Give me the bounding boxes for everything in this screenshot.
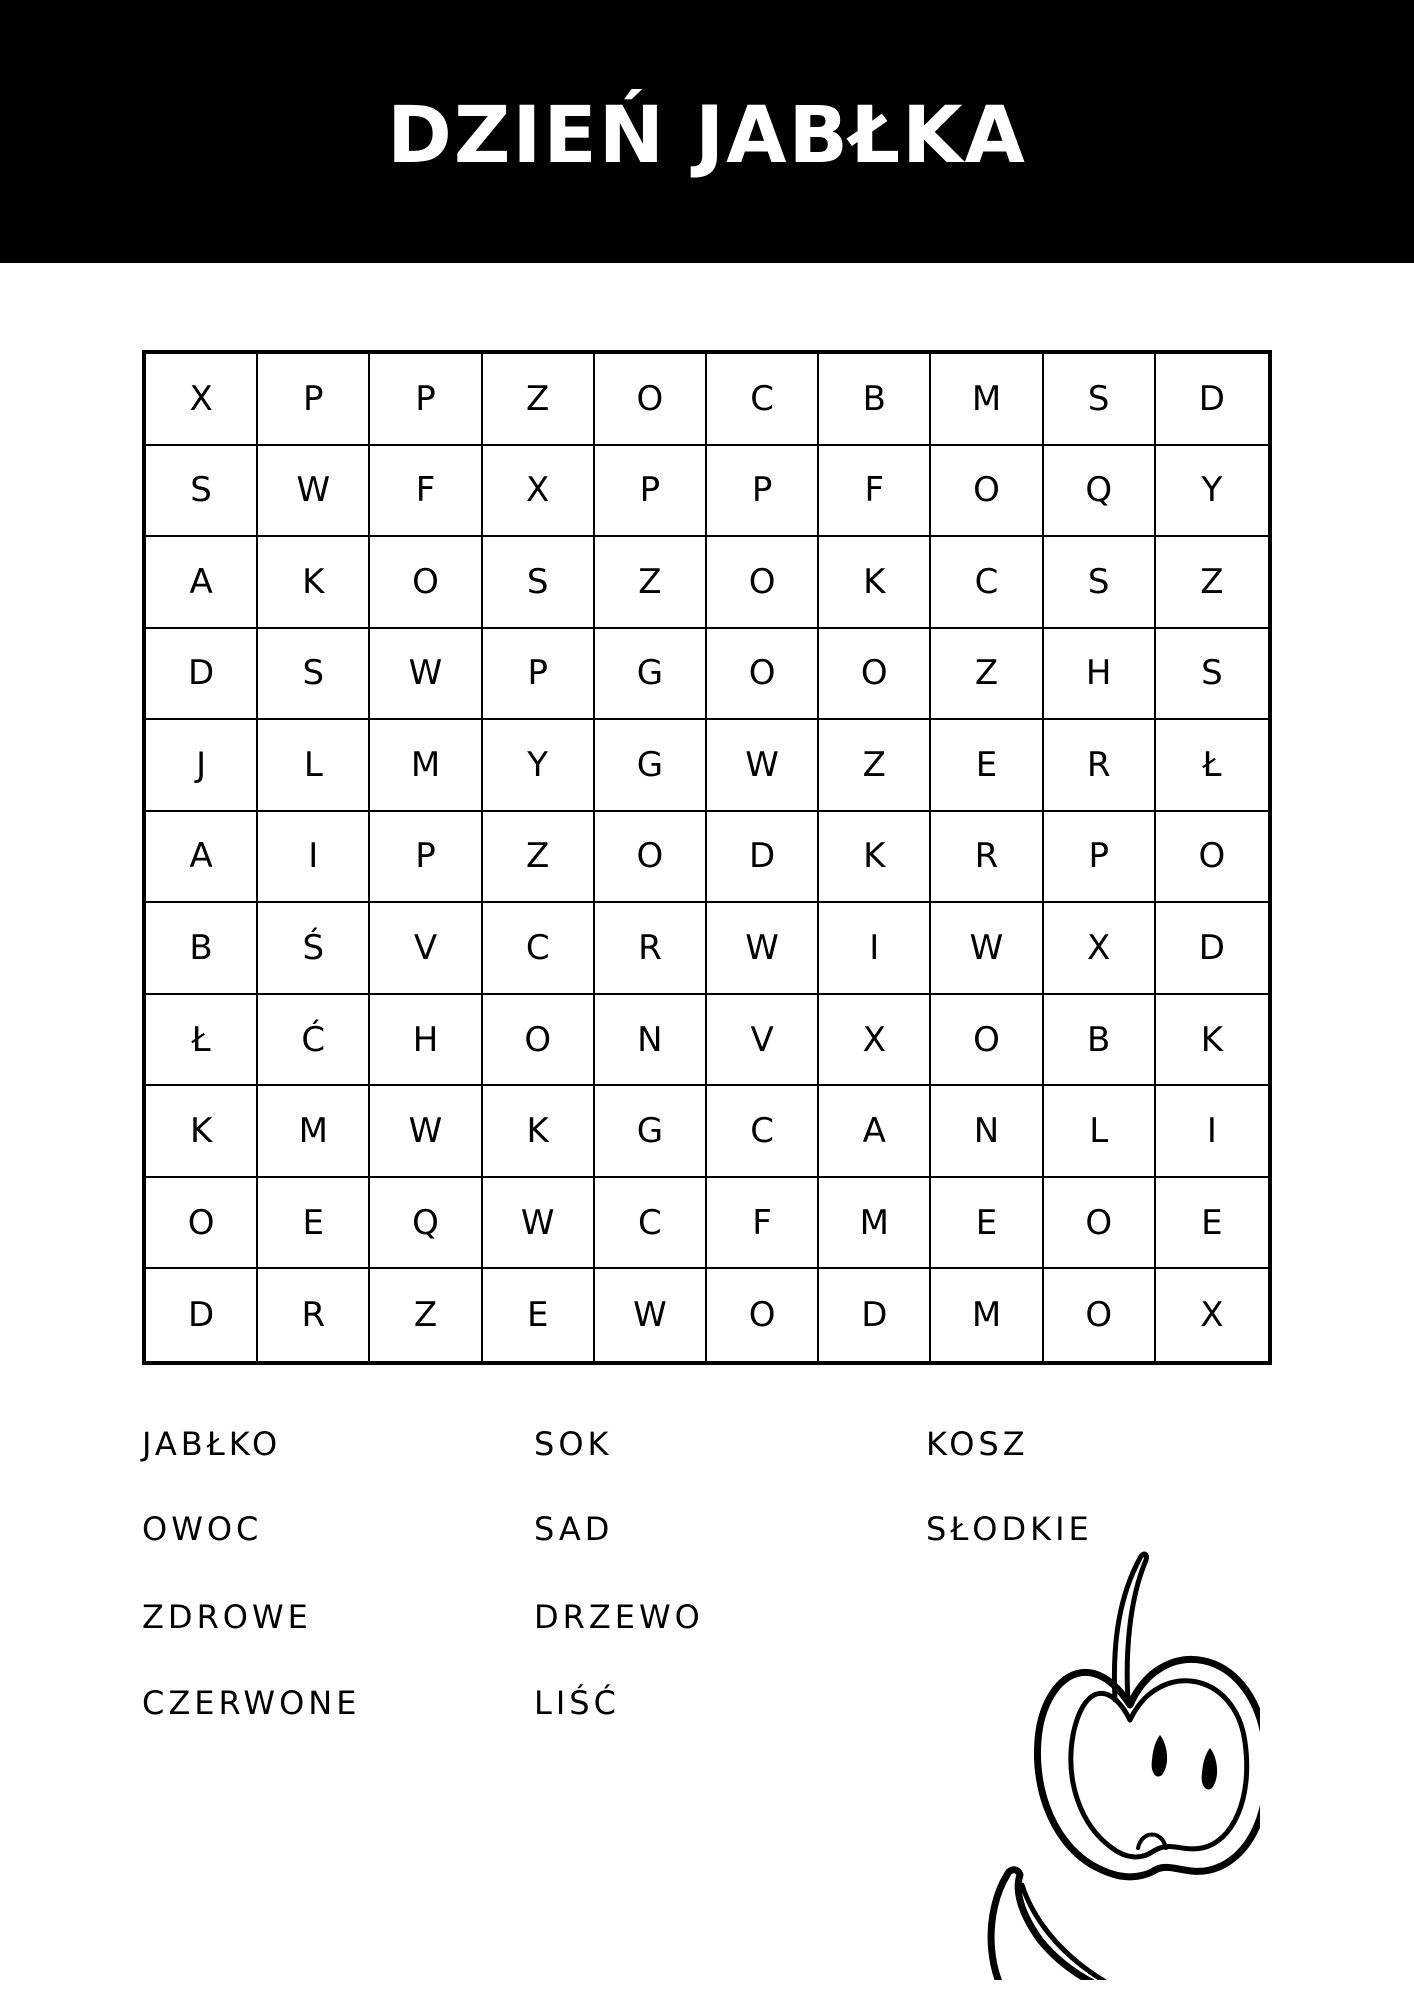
grid-cell: B (819, 354, 931, 446)
grid-cell: E (931, 720, 1043, 812)
grid-cell: M (370, 720, 482, 812)
word-item: SŁODKIE (926, 1510, 1093, 1548)
grid-cell: D (819, 1269, 931, 1361)
grid-cell: C (707, 1086, 819, 1178)
grid-cell: C (595, 1178, 707, 1270)
grid-cell: V (370, 903, 482, 995)
word-item: KOSZ (926, 1425, 1029, 1463)
grid-cell: N (931, 1086, 1043, 1178)
grid-cell: C (931, 537, 1043, 629)
grid-cell: D (146, 629, 258, 721)
grid-cell: O (595, 812, 707, 904)
grid-cell: R (1044, 720, 1156, 812)
grid-cell: Q (370, 1178, 482, 1270)
grid-cell: X (1044, 903, 1156, 995)
grid-cell: E (931, 1178, 1043, 1270)
grid-cell: W (483, 1178, 595, 1270)
grid-cell: D (1156, 354, 1268, 446)
grid-cell: I (819, 903, 931, 995)
grid-cell: E (1156, 1178, 1268, 1270)
grid-cell: O (1044, 1178, 1156, 1270)
grid-cell: D (1156, 903, 1268, 995)
word-item: DRZEWO (534, 1598, 704, 1636)
grid-cell: K (258, 537, 370, 629)
grid-cell: P (483, 629, 595, 721)
grid-cell: S (146, 446, 258, 538)
word-item: OWOC (142, 1510, 263, 1548)
grid-cell: X (1200, 1295, 1224, 1336)
grid-cell: Y (483, 720, 595, 812)
grid-cell: P (1044, 812, 1156, 904)
grid-cell: C (707, 354, 819, 446)
grid-cell: K (819, 537, 931, 629)
grid-cell: W (370, 629, 482, 721)
grid-cell: W (707, 903, 819, 995)
grid-cell: Ć (258, 995, 370, 1087)
grid-cell: L (258, 720, 370, 812)
grid-cell: M (258, 1086, 370, 1178)
grid-cell: P (258, 354, 370, 446)
grid-cell: Z (1156, 537, 1268, 629)
grid-cell: G (595, 720, 707, 812)
grid-cell: M (931, 354, 1043, 446)
grid-cell: O (707, 1269, 819, 1361)
grid-cell: O (819, 629, 931, 721)
grid-cell: Z (370, 1269, 482, 1361)
word-item: CZERWONE (142, 1684, 361, 1722)
grid-cell: Z (483, 812, 595, 904)
grid-cell: O (1156, 812, 1268, 904)
grid-cell: R (595, 903, 707, 995)
grid-cell: X (146, 354, 258, 446)
grid-cell: B (1044, 995, 1156, 1087)
grid-cell: D (146, 1269, 258, 1361)
grid-cell: A (146, 537, 258, 629)
grid-cell: K (819, 812, 931, 904)
grid-cell: W (258, 446, 370, 538)
grid-cell: O (370, 537, 482, 629)
grid-cell: V (707, 995, 819, 1087)
grid-cell: J (146, 720, 258, 812)
grid-cell: G (595, 1086, 707, 1178)
grid-cell: K (146, 1086, 258, 1178)
grid-cell: W (707, 720, 819, 812)
grid-cell: M (819, 1178, 931, 1270)
grid-cell: A (819, 1086, 931, 1178)
word-item: SOK (534, 1425, 613, 1463)
grid-cell: O (483, 995, 595, 1087)
grid-cell: L (1044, 1086, 1156, 1178)
grid-cell: I (258, 812, 370, 904)
word-item: SAD (534, 1510, 614, 1548)
word-item: ZDROWE (142, 1598, 312, 1636)
grid-cell: E (258, 1178, 370, 1270)
grid-cell: R (258, 1269, 370, 1361)
grid-cell: W (370, 1086, 482, 1178)
grid-cell: Ś (258, 903, 370, 995)
grid-cell: Ł (146, 995, 258, 1087)
grid-cell: F (707, 1178, 819, 1270)
word-item: LIŚĆ (534, 1684, 620, 1722)
grid-cell: O (146, 1178, 258, 1270)
grid-cell: G (595, 629, 707, 721)
grid-cell: Z (931, 629, 1043, 721)
word-item: JABŁKO (142, 1425, 282, 1463)
grid-cell: Ł (1156, 720, 1268, 812)
grid-cell: S (258, 629, 370, 721)
grid-cell: S (1044, 537, 1156, 629)
grid-cell: S (483, 537, 595, 629)
grid-cell: P (370, 354, 482, 446)
grid-cell: B (146, 903, 258, 995)
word-search-grid (142, 350, 1272, 1365)
grid-cell: H (370, 995, 482, 1087)
grid-cell: N (595, 995, 707, 1087)
grid-cell: R (931, 812, 1043, 904)
grid-cell: O (707, 537, 819, 629)
grid-cell: K (1156, 995, 1268, 1087)
grid-cell: S (1156, 629, 1268, 721)
apple-half-and-slice-icon (980, 1480, 1260, 1980)
grid-cell: E (483, 1269, 595, 1361)
header-banner (0, 0, 1414, 263)
grid-cell: Z (819, 720, 931, 812)
grid-cell: K (483, 1086, 595, 1178)
grid-cell: S (1044, 354, 1156, 446)
grid-cell: A (146, 812, 258, 904)
grid-cell: O (595, 354, 707, 446)
grid-cell: C (483, 903, 595, 995)
grid-cell: Y (1156, 446, 1268, 538)
grid-cell: Z (595, 537, 707, 629)
grid-cell: O (931, 446, 1043, 538)
grid-cell: I (1156, 1086, 1268, 1178)
grid-cell: P (707, 446, 819, 538)
grid-cell: Q (1044, 446, 1156, 538)
grid-cell: D (707, 812, 819, 904)
page-title: DZIEŃ JABŁKA (387, 90, 1027, 181)
grid-cell: O (707, 629, 819, 721)
grid-cell: H (1044, 629, 1156, 721)
grid-cell: F (370, 446, 482, 538)
grid-cell: O (931, 995, 1043, 1087)
grid-cell: X (819, 995, 931, 1087)
grid-cell: Z (483, 354, 595, 446)
grid-cell: P (595, 446, 707, 538)
grid-cell: F (819, 446, 931, 538)
grid-cell: X (483, 446, 595, 538)
grid-cell: W (595, 1269, 707, 1361)
grid-cell: O (1044, 1269, 1156, 1361)
grid-cell: W (931, 903, 1043, 995)
grid-cell: M (931, 1269, 1043, 1361)
grid-cell: P (370, 812, 482, 904)
